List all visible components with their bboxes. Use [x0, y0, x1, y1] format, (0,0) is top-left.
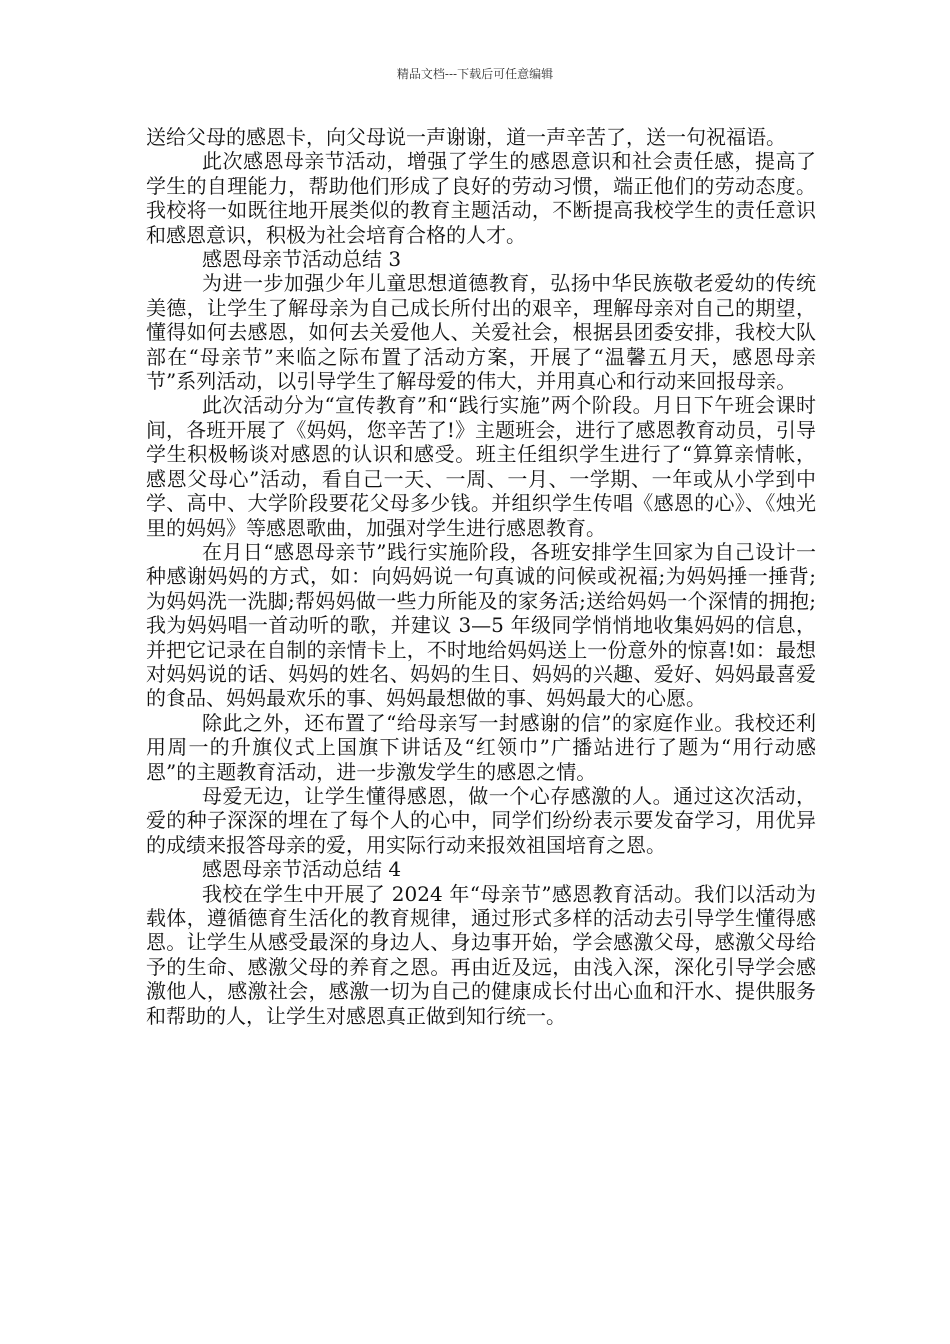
section-heading: 感恩母亲节活动总结 3: [202, 247, 402, 272]
paragraph: 送给父母的感恩卡，向父母说一声谢谢，道一声辛苦了，送一句祝福语。: [146, 125, 786, 149]
paragraph: 此次活动分为“宣传教育”和“践行实施”两个阶段。月日下午班会课时间，各班开展了《妈妈，您辛苦了!》主题班会，进行了感恩教育动员，引导学生积极畅谈对感恩的认识和感受。班主任组织学生进行了“算算亲情帐，感恩父母心”活动，看自己一天、一周、一月、一学期、一年或从小学到中学、高中、大学阶段要花父母多少钱。并组织学生传唱《感恩的心》、《烛光里的妈妈》等感恩歌曲，加强对学生进行感恩教育。: [146, 393, 816, 540]
paragraph: 在月日“感恩母亲节”践行实施阶段，各班安排学生回家为自己设计一种感谢妈妈的方式，如：向妈妈说一句真诚的问候或祝福;为妈妈捶一捶背;为妈妈洗一洗脚;帮妈妈做一些力所能及的家务活;送给妈妈一个深情的拥抱;我为妈妈唱一首动听的歌，并建议 3—5 年级同学悄悄地收集妈妈的信息，并把它记录在自制的亲情卡上，不时地给妈妈送上一份意外的惊喜!如：最想对妈妈说的话、妈妈的姓名、妈妈的生日、妈妈的兴趣、爱好、妈妈最喜爱的食品、妈妈最欢乐的事、妈妈最想做的事、妈妈最大的心愿。: [146, 539, 816, 711]
page-header: 精品文档---下载后可任意编辑: [396, 67, 554, 81]
paragraph: 为进一步加强少年儿童思想道德教育，弘扬中华民族敬老爱幼的传统美德，让学生了解母亲为自己成长所付出的艰辛，理解母亲对自己的期望，懂得如何去感恩，如何去关爱他人、关爱社会，根据县团委安排，我校大队部在“母亲节”来临之际布置了活动方案，开展了“温馨五月天，感恩母亲节”系列活动，以引导学生了解母爱的伟大，并用真心和行动来回报母亲。: [146, 271, 816, 394]
document-body: [146, 125, 816, 1028]
paragraph: 除此之外，还布置了“给母亲写一封感谢的信”的家庭作业。我校还利用周一的升旗仪式上国旗下讲话及“红领巾”广播站进行了题为“用行动感恩”的主题教育活动，进一步激发学生的感恩之情。: [146, 710, 816, 784]
paragraph: 母爱无边，让学生懂得感恩，做一个心存感激的人。通过这次活动，爱的种子深深的埋在了每个人的心中，同学们纷纷表示要发奋学习，用优异的成绩来报答母亲的爱，用实际行动来报效祖国培育之恩。: [146, 783, 816, 857]
paragraph: 此次感恩母亲节活动，增强了学生的感恩意识和社会责任感，提高了学生的自理能力，帮助他们形成了良好的劳动习惯，端正他们的劳动态度。我校将一如既往地开展类似的教育主题活动，不断提高我校学生的责任意识和感恩意识，积极为社会培育合格的人才。: [146, 149, 816, 247]
paragraph: 我校在学生中开展了 2024 年“母亲节”感恩教育活动。我们以活动为载体，遵循德育生活化的教育规律，通过形式多样的活动去引导学生懂得感恩。让学生从感受最深的身边人、身边事开始，学会感激父母，感激父母给予的生命、感激父母的养育之恩。再由近及远，由浅入深，深化引导学会感激他人，感激社会，感激一切为自己的健康成长付出心血和汗水、提供服务和帮助的人，让学生对感恩真正做到知行统一。: [146, 881, 816, 1028]
section-heading: 感恩母亲节活动总结 4: [202, 857, 402, 882]
